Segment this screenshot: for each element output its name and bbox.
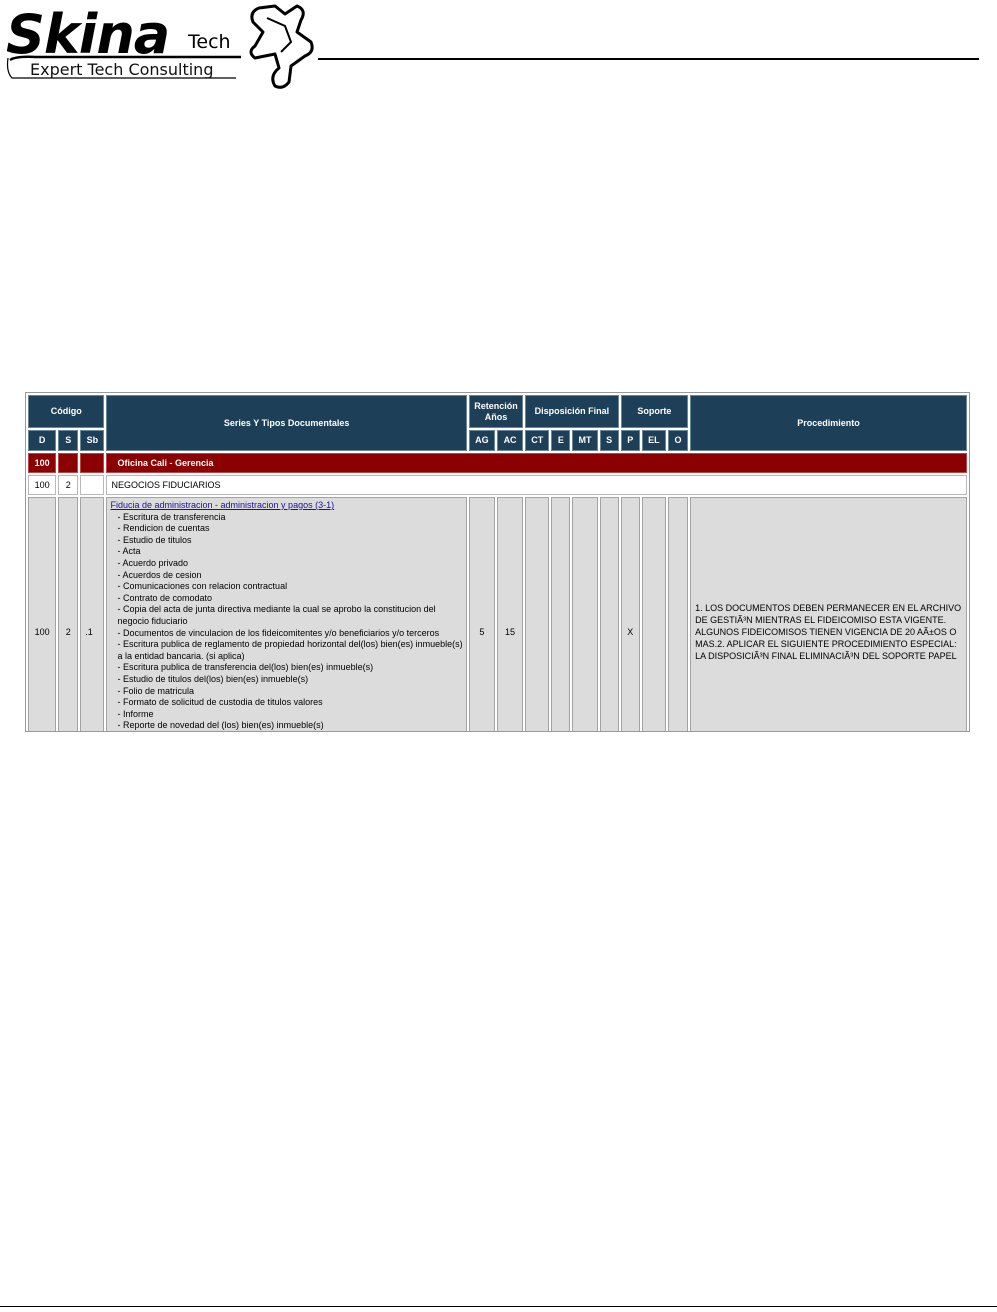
office-name: Oficina Cali - Gerencia bbox=[106, 453, 967, 473]
header-sb: Sb bbox=[80, 430, 104, 451]
document-type-item: - Documentos de vinculacion de los fideicomitentes y/o beneficiarios y/o terceros bbox=[117, 627, 440, 638]
header-ct: CT bbox=[525, 430, 549, 451]
header-retencion: Retención Años bbox=[469, 395, 523, 428]
header-e: E bbox=[551, 430, 570, 451]
document-type-item: - Acuerdo privado bbox=[117, 557, 189, 568]
header-disposicion: Disposición Final bbox=[525, 395, 619, 428]
document-header bbox=[0, 0, 997, 95]
procedure-text: 1. LOS DOCUMENTOS DEBEN PERMANECER EN EL ARCHIVO DE GESTIÃ³N MIENTRAS EL FIDEICOMISO ESTA VIGENTE. ALGUNOS FIDEICOMISOS TIENEN VIGENCIA DE 20 AÃ±OS O MAS.2. APLICAR EL SIGUIENTE PROCEDIMIENTO ESPECIAL: LA DISPOSICIÃ³N FINAL ELIMINACIÃ³N DEL SOPORTE PAPEL bbox=[690, 497, 967, 732]
subseries-row bbox=[28, 497, 967, 732]
document-types-list bbox=[110, 512, 462, 732]
series-d: 100 bbox=[28, 475, 56, 495]
header-o: O bbox=[668, 430, 688, 451]
disposition-ct bbox=[525, 497, 549, 732]
document-type-item: - Acuerdos de cesion bbox=[117, 569, 202, 580]
header-p: P bbox=[621, 430, 640, 451]
subseries-sb: .1 bbox=[80, 497, 104, 732]
document-type-item: - Estudio de titulos bbox=[117, 534, 192, 545]
header-mt: MT bbox=[572, 430, 597, 451]
wrench-logo-icon bbox=[245, 2, 317, 90]
office-empty-sb bbox=[80, 453, 104, 473]
header-s: S bbox=[58, 430, 78, 451]
retention-ac: 15 bbox=[497, 497, 523, 732]
document-type-item: - Estudio de titulos del(los) bien(es) inmueble(s) bbox=[117, 673, 309, 684]
subseries-s: 2 bbox=[58, 497, 78, 732]
subseries-description bbox=[106, 497, 466, 732]
disposition-mt bbox=[572, 497, 597, 732]
header-rule bbox=[318, 58, 979, 60]
header-series: Series Y Tipos Documentales bbox=[106, 395, 466, 451]
brand-suffix: Tech bbox=[188, 31, 231, 53]
header-el: EL bbox=[642, 430, 666, 451]
document-type-item: - Comunicaciones con relacion contractual bbox=[117, 581, 288, 592]
retention-ag: 5 bbox=[469, 497, 495, 732]
support-el bbox=[642, 497, 666, 732]
office-code: 100 bbox=[28, 453, 56, 473]
document-type-item: - Folio de matricula bbox=[117, 685, 195, 696]
document-type-item: - Contrato de comodato bbox=[117, 592, 213, 603]
disposition-s bbox=[600, 497, 619, 732]
document-type-item: - Formato de solicitud de custodia de titulos valores bbox=[117, 697, 323, 708]
document-type-item: - Informe bbox=[117, 708, 154, 719]
header-ac: AC bbox=[497, 430, 523, 451]
document-type-item: - Escritura publica de transferencia del(los) bien(es) inmueble(s) bbox=[117, 662, 374, 673]
footer-rule bbox=[0, 1306, 997, 1307]
retention-table bbox=[26, 393, 969, 732]
header-procedimiento: Procedimiento bbox=[690, 395, 967, 451]
trd-screenshot bbox=[25, 392, 970, 732]
header-d: D bbox=[28, 430, 56, 451]
header-ag: AG bbox=[469, 430, 495, 451]
document-type-item: - Reporte de novedad del (los) bien(es) inmueble(s) bbox=[117, 720, 324, 731]
document-type-item: - Copia del acta de junta directiva mediante la cual se aprobo la constitucion del negocio fiduciario bbox=[117, 604, 436, 626]
disposition-e bbox=[551, 497, 570, 732]
subseries-d: 100 bbox=[28, 497, 56, 732]
series-s: 2 bbox=[58, 475, 78, 495]
document-type-item: - Escritura de transferencia bbox=[117, 511, 226, 522]
support-p: X bbox=[621, 497, 640, 732]
document-type-item: - Escritura publica de reglamento de propiedad horizontal del(los) bien(es) inmueble(s) a la entidad bancaria. (si aplica) bbox=[117, 639, 463, 661]
office-row bbox=[28, 453, 967, 473]
subseries-link[interactable]: Fiducia de administracion - administracion y pagos (3-1) bbox=[110, 500, 335, 510]
header-soporte: Soporte bbox=[621, 395, 688, 428]
document-type-item: - Acta bbox=[117, 546, 141, 557]
office-empty-s bbox=[58, 453, 78, 473]
brand-tagline: Expert Tech Consulting bbox=[30, 60, 214, 79]
brand-name: Skina bbox=[6, 3, 170, 66]
header-codigo: Código bbox=[28, 395, 104, 428]
series-name: NEGOCIOS FIDUCIARIOS bbox=[106, 475, 967, 495]
header-sel: S bbox=[600, 430, 619, 451]
series-row bbox=[28, 475, 967, 495]
document-type-item: - Rendicion de cuentas bbox=[117, 523, 210, 534]
series-sb bbox=[80, 475, 104, 495]
support-o bbox=[668, 497, 688, 732]
